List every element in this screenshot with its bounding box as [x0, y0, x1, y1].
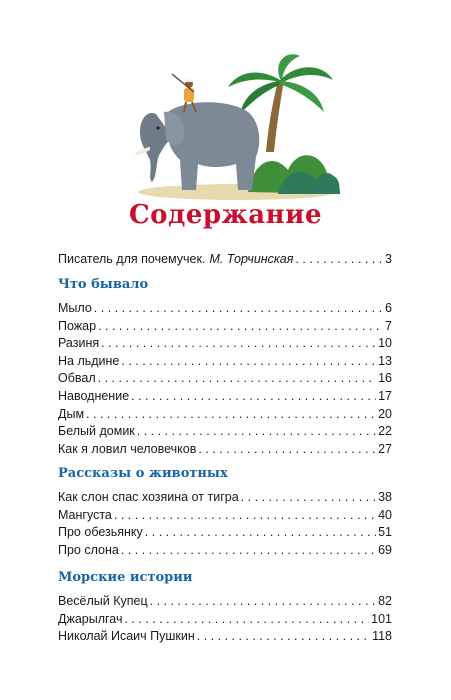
toc-entry-page: 13 — [378, 353, 392, 368]
toc-leader-dots — [295, 250, 383, 268]
toc-entry-title: Николай Исаич Пушкин — [58, 629, 195, 644]
toc-entry-title: Дым — [58, 406, 85, 421]
toc-entry-page: 118 — [372, 629, 392, 644]
toc-leader-dots — [114, 506, 376, 524]
toc-leader-dots — [124, 610, 369, 628]
toc-entry-title: Про обезьянку — [58, 525, 143, 540]
toc-entry-page: 27 — [378, 441, 392, 456]
toc-entry — [58, 488, 392, 506]
toc-entry-title: Обвал — [58, 371, 96, 386]
toc-entry-title: Разиня — [58, 336, 100, 351]
toc-entry — [58, 317, 392, 335]
toc-entry-title: Весёлый Купец — [58, 594, 148, 608]
toc-entry-page: 17 — [378, 389, 392, 403]
toc-entry-title: На льдине — [58, 353, 120, 368]
toc-leader-dots — [94, 299, 383, 317]
toc-leader-dots — [131, 387, 376, 405]
toc-entry-page: 40 — [378, 507, 392, 522]
toc-entry-title: Мангуста — [58, 507, 112, 522]
toc-leader-dots — [198, 440, 376, 458]
toc-leader-dots — [98, 317, 383, 335]
elephant-palm-illustration — [128, 52, 342, 200]
toc-entry — [58, 334, 392, 352]
toc-entry-page: 69 — [378, 542, 392, 557]
toc-entry-page: 101 — [371, 611, 392, 626]
toc-entry-page: 82 — [378, 594, 392, 608]
toc-entry — [58, 405, 392, 423]
toc-leader-dots — [121, 541, 376, 559]
toc-entry — [58, 352, 392, 370]
toc-entry — [58, 440, 392, 458]
toc-entry-title: Про слона — [58, 542, 119, 557]
toc-entry — [58, 523, 392, 541]
toc-entry — [58, 387, 392, 405]
toc-entry — [58, 250, 392, 268]
toc-entry-page: 16 — [378, 371, 392, 386]
toc-leader-dots — [145, 523, 376, 541]
toc-entry-page: 20 — [378, 406, 392, 421]
toc-leader-dots — [241, 488, 376, 506]
toc-entry — [58, 592, 392, 610]
toc-entry-title: Писатель для почемучек. — [58, 252, 206, 266]
page-title: Содержание — [128, 200, 323, 230]
toc-entry — [58, 369, 392, 387]
toc-entry — [58, 422, 392, 440]
toc-entry-title: Джарылгач — [58, 611, 123, 626]
toc-entry — [58, 506, 392, 524]
toc-entry — [58, 299, 392, 317]
toc-entry-page: 10 — [378, 336, 392, 351]
toc-leader-dots — [86, 405, 376, 423]
toc-entry-page: 51 — [378, 525, 392, 540]
toc-entry-title: Мыло — [58, 301, 92, 315]
toc-entry-title: Как слон спас хозяина от тигра — [58, 490, 239, 504]
toc-entry-page: 38 — [378, 490, 392, 504]
toc-entry — [58, 541, 392, 559]
toc-entry — [58, 610, 392, 628]
toc-entry — [58, 627, 392, 645]
toc-entry-title: Пожар — [58, 318, 97, 333]
toc-entry-author: М. Торчинская — [209, 252, 294, 266]
section-heading: Морские истории — [58, 570, 193, 585]
toc-leader-dots — [197, 627, 370, 645]
section-heading: Что бывало — [58, 277, 149, 292]
toc-leader-dots — [121, 352, 376, 370]
section-heading: Рассказы о животных — [58, 466, 228, 481]
toc-entry-page: 22 — [378, 424, 392, 439]
toc-entry-page: 3 — [385, 252, 392, 266]
toc-entry-title: Как я ловил человечков — [58, 441, 197, 456]
toc-leader-dots — [98, 369, 376, 387]
toc-entry-title: Наводнение — [58, 389, 130, 403]
toc-entry-title: Белый домик — [58, 424, 135, 439]
toc-entry-page: 7 — [385, 318, 392, 333]
toc-entry-page: 6 — [385, 301, 392, 315]
toc-leader-dots — [101, 334, 376, 352]
toc-leader-dots — [137, 422, 376, 440]
toc-leader-dots — [150, 592, 376, 610]
